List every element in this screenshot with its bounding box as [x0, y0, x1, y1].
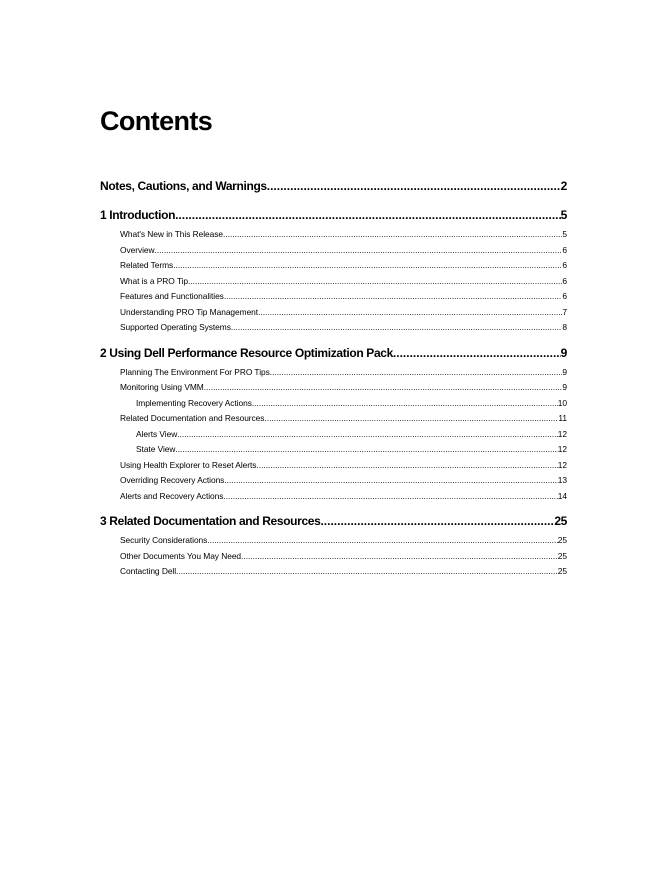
dot-leader: [175, 442, 557, 458]
toc-section-title: What's New in This Release: [120, 229, 224, 239]
toc-chapter-title: 2 Using Dell Performance Resource Optimization Pack: [100, 345, 393, 360]
toc-section-title: Contacting Dell: [120, 566, 177, 576]
dot-leader: [204, 380, 563, 396]
toc-section-features[interactable]: [100, 289, 567, 305]
toc-page-number: 6: [562, 260, 567, 270]
dot-leader: [223, 227, 562, 243]
toc-page-number: 25: [557, 550, 567, 561]
toc-page-number: 12: [557, 428, 567, 439]
toc-page-number: 5: [562, 229, 567, 239]
toc-section-contacting-dell[interactable]: [100, 564, 567, 580]
dot-leader: [270, 365, 563, 381]
toc-subsection-state-view[interactable]: [100, 442, 567, 458]
toc-page-number: 12: [557, 444, 567, 454]
toc-section-related-docs[interactable]: [100, 411, 567, 427]
toc-section-security[interactable]: [100, 533, 567, 549]
toc-page-number: 2: [560, 179, 567, 193]
toc-section-pro-tip-management[interactable]: [100, 305, 567, 321]
toc-section-title: Security Considerations: [120, 535, 208, 545]
dot-leader: [176, 564, 558, 580]
toc-page-number: 9: [560, 345, 567, 360]
dot-leader: [267, 178, 561, 194]
toc-page-number: 14: [557, 490, 567, 501]
toc-section-title: Features and Functionalities: [120, 291, 224, 301]
toc-section-title: Supported Operating Systems: [120, 322, 231, 332]
dot-leader: [252, 396, 558, 412]
dot-leader: [320, 513, 554, 529]
dot-leader: [231, 320, 563, 336]
dot-leader: [188, 274, 562, 290]
toc-section-title: Overview: [120, 244, 155, 255]
toc-page-number: 13: [557, 475, 567, 485]
toc-page-number: 25: [557, 566, 567, 576]
toc-section-overview[interactable]: [100, 243, 567, 259]
toc-section-title: State View: [136, 444, 176, 454]
dot-leader: [264, 411, 558, 427]
dot-leader: [224, 473, 557, 489]
dot-leader: [175, 207, 561, 223]
dot-leader: [393, 345, 561, 361]
toc-section-title: Related Terms: [120, 260, 174, 270]
toc-chapter-using-dell-pro-pack[interactable]: [100, 345, 567, 361]
table-of-contents: [100, 178, 567, 580]
toc-section-title: Planning The Environment For PRO Tips: [120, 366, 270, 377]
dot-leader: [241, 549, 558, 565]
toc-page-number: 7: [562, 306, 567, 317]
toc-entry-notes-cautions-warnings[interactable]: [100, 178, 567, 194]
toc-section-planning-environment[interactable]: [100, 365, 567, 381]
toc-section-related-terms[interactable]: [100, 258, 567, 274]
toc-section-what-is-pro-tip[interactable]: [100, 274, 567, 290]
toc-page-number: 12: [557, 459, 567, 470]
page-title: Contents: [100, 106, 213, 136]
toc-chapter-related-docs[interactable]: [100, 513, 567, 529]
toc-section-overriding-recovery[interactable]: [100, 473, 567, 489]
dot-leader: [207, 533, 557, 549]
toc-section-title: Monitoring Using VMM: [120, 382, 204, 392]
toc-page-number: 10: [557, 397, 567, 408]
toc-chapter-introduction[interactable]: [100, 207, 567, 223]
toc-section-title: Alerts View: [136, 428, 178, 439]
toc-entry-title: Notes, Cautions, and Warnings: [100, 179, 267, 193]
dot-leader: [223, 489, 557, 505]
toc-chapter-title: 1 Introduction: [100, 208, 176, 222]
toc-page-number: 6: [562, 244, 567, 255]
toc-chapter-title: 3 Related Documentation and Resources: [100, 514, 321, 528]
toc-section-title: Alerts and Recovery Actions: [120, 490, 224, 501]
dot-leader: [256, 458, 557, 474]
toc-section-title: Overriding Recovery Actions: [120, 475, 225, 485]
toc-subsection-implementing-recovery[interactable]: [100, 396, 567, 412]
toc-page-number: 6: [562, 291, 567, 301]
toc-page-number: 8: [562, 322, 567, 332]
toc-subsection-alerts-view[interactable]: [100, 427, 567, 443]
dot-leader: [258, 305, 562, 321]
toc-page-number: 5: [560, 208, 567, 222]
toc-section-monitoring-vmm[interactable]: [100, 380, 567, 396]
toc-section-title: Using Health Explorer to Reset Alerts: [120, 459, 257, 470]
toc-section-alerts-recovery[interactable]: [100, 489, 567, 505]
toc-page-number: 25: [554, 514, 567, 528]
toc-section-title: Implementing Recovery Actions: [136, 397, 252, 408]
toc-section-supported-os[interactable]: [100, 320, 567, 336]
toc-section-title: Other Documents You May Need: [120, 550, 242, 561]
toc-section-health-explorer[interactable]: [100, 458, 567, 474]
dot-leader: [177, 427, 558, 443]
toc-section-title: What is a PRO Tip: [120, 275, 189, 286]
toc-page-number: 9: [562, 382, 567, 392]
toc-page-number: 9: [562, 366, 567, 377]
toc-section-other-documents[interactable]: [100, 549, 567, 565]
dot-leader: [224, 289, 563, 305]
toc-page-number: 25: [557, 535, 567, 545]
toc-section-title: Related Documentation and Resources: [120, 413, 265, 423]
toc-section-whats-new[interactable]: [100, 227, 567, 243]
toc-section-title: Understanding PRO Tip Management: [120, 306, 259, 317]
dot-leader: [155, 243, 563, 259]
toc-page-number: 6: [562, 275, 567, 286]
dot-leader: [173, 258, 562, 274]
toc-page-number: 11: [558, 413, 567, 423]
